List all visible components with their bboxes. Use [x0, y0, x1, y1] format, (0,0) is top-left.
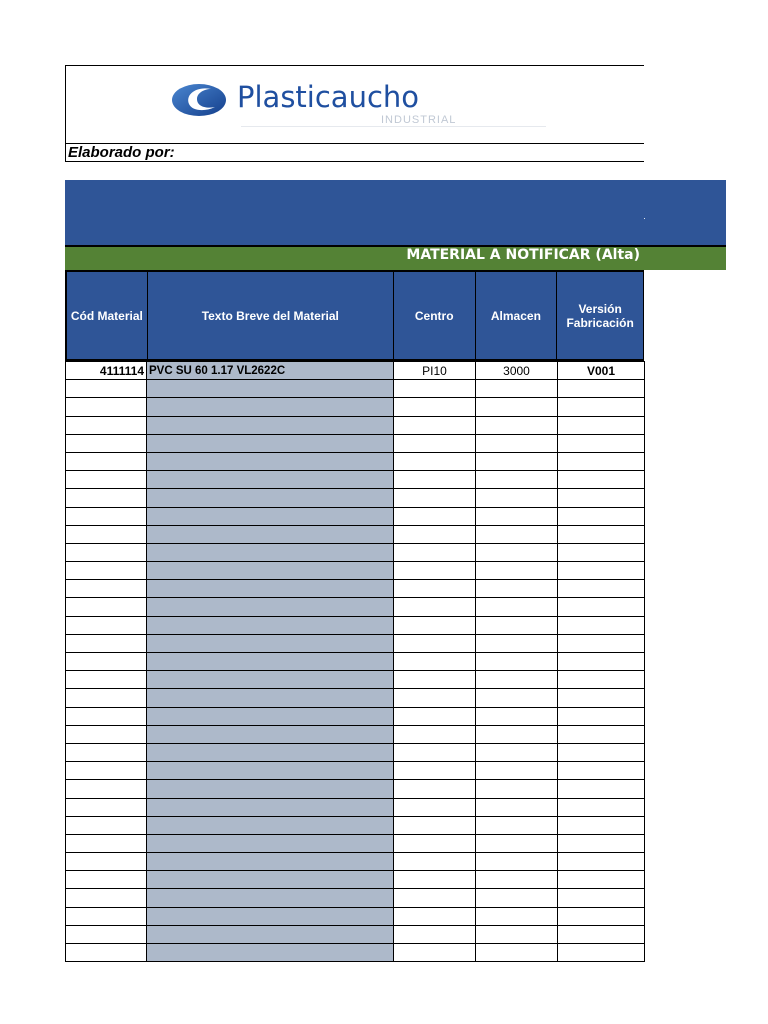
cell-almacen[interactable] — [476, 525, 558, 543]
cell-cod-material[interactable] — [66, 907, 147, 925]
table-row — [66, 853, 645, 871]
cell-almacen[interactable] — [476, 562, 558, 580]
cell-almacen[interactable] — [476, 489, 558, 507]
cell-almacen[interactable] — [476, 689, 558, 707]
table-row — [66, 725, 645, 743]
cell-cod-material[interactable] — [66, 834, 147, 852]
cell-centro[interactable] — [394, 725, 476, 743]
cell-version[interactable] — [558, 471, 645, 489]
cell-version[interactable] — [558, 853, 645, 871]
cell-centro[interactable] — [394, 907, 476, 925]
cell-texto-breve[interactable] — [147, 925, 394, 943]
cell-almacen[interactable] — [476, 725, 558, 743]
cell-texto-breve[interactable]: PVC SU 60 1.17 VL2622C — [147, 362, 394, 380]
cell-texto-breve[interactable] — [147, 434, 394, 452]
cell-version[interactable] — [558, 707, 645, 725]
cell-texto-breve[interactable] — [147, 507, 394, 525]
cell-texto-breve[interactable] — [147, 598, 394, 616]
cell-centro[interactable] — [394, 416, 476, 434]
cell-centro[interactable] — [394, 707, 476, 725]
table-row — [66, 689, 645, 707]
cell-centro[interactable] — [394, 634, 476, 652]
cell-version[interactable] — [558, 889, 645, 907]
cell-texto-breve[interactable] — [147, 798, 394, 816]
cell-version[interactable] — [558, 398, 645, 416]
table-row — [66, 653, 645, 671]
cell-version[interactable] — [558, 416, 645, 434]
cell-cod-material[interactable] — [66, 689, 147, 707]
table-row — [66, 743, 645, 761]
cell-almacen[interactable] — [476, 434, 558, 452]
table-row — [66, 416, 645, 434]
cell-version[interactable] — [558, 580, 645, 598]
table-row — [66, 398, 645, 416]
cell-cod-material[interactable] — [66, 743, 147, 761]
cell-texto-breve[interactable] — [147, 489, 394, 507]
cell-almacen[interactable] — [476, 707, 558, 725]
cell-almacen[interactable] — [476, 871, 558, 889]
cell-cod-material[interactable] — [66, 780, 147, 798]
cell-cod-material[interactable] — [66, 580, 147, 598]
cell-centro[interactable] — [394, 616, 476, 634]
cell-cod-material[interactable] — [66, 853, 147, 871]
column-header-centro: Centro — [394, 272, 476, 359]
cell-version[interactable] — [558, 653, 645, 671]
cell-centro[interactable] — [394, 653, 476, 671]
cell-version[interactable] — [558, 871, 645, 889]
cell-centro[interactable] — [394, 925, 476, 943]
cell-cod-material[interactable] — [66, 725, 147, 743]
cell-texto-breve[interactable] — [147, 853, 394, 871]
cell-texto-breve[interactable] — [147, 580, 394, 598]
cell-cod-material[interactable] — [66, 889, 147, 907]
cell-texto-breve[interactable] — [147, 907, 394, 925]
cell-centro[interactable] — [394, 762, 476, 780]
cell-version[interactable]: V001 — [558, 362, 645, 380]
cell-almacen[interactable] — [476, 907, 558, 925]
cell-texto-breve[interactable] — [147, 816, 394, 834]
cell-version[interactable] — [558, 671, 645, 689]
column-header-almacen: Almacen — [476, 272, 558, 359]
cell-texto-breve[interactable] — [147, 889, 394, 907]
cell-almacen[interactable] — [476, 743, 558, 761]
cell-almacen[interactable]: 3000 — [476, 362, 558, 380]
cell-texto-breve[interactable] — [147, 525, 394, 543]
column-header-cod-material: Cód Material — [67, 272, 148, 359]
cell-texto-breve[interactable] — [147, 543, 394, 561]
logo-underline — [241, 126, 546, 127]
cell-version[interactable] — [558, 743, 645, 761]
cell-centro[interactable] — [394, 452, 476, 470]
cell-version[interactable] — [558, 380, 645, 398]
cell-almacen[interactable] — [476, 944, 558, 962]
cell-cod-material[interactable] — [66, 489, 147, 507]
cell-centro[interactable] — [394, 834, 476, 852]
cell-version[interactable] — [558, 798, 645, 816]
table-row — [66, 889, 645, 907]
cell-texto-breve[interactable] — [147, 653, 394, 671]
cell-cod-material[interactable] — [66, 434, 147, 452]
cell-almacen[interactable] — [476, 780, 558, 798]
cell-version[interactable] — [558, 598, 645, 616]
elaborado-row — [65, 143, 644, 162]
column-header-texto-breve: Texto Breve del Material — [148, 272, 394, 359]
cell-texto-breve[interactable] — [147, 689, 394, 707]
cell-texto-breve[interactable] — [147, 471, 394, 489]
cell-centro[interactable] — [394, 525, 476, 543]
cell-almacen[interactable] — [476, 798, 558, 816]
cell-texto-breve[interactable] — [147, 671, 394, 689]
cell-almacen[interactable] — [476, 416, 558, 434]
cell-texto-breve[interactable] — [147, 707, 394, 725]
cell-centro[interactable] — [394, 743, 476, 761]
cell-texto-breve[interactable] — [147, 416, 394, 434]
table-row — [66, 489, 645, 507]
cell-centro[interactable] — [394, 380, 476, 398]
cell-version[interactable] — [558, 525, 645, 543]
company-logo — [171, 80, 551, 128]
table-row — [66, 362, 645, 380]
table-row — [66, 471, 645, 489]
cell-centro[interactable] — [394, 598, 476, 616]
cell-centro[interactable]: PI10 — [394, 362, 476, 380]
cell-version[interactable] — [558, 907, 645, 925]
table-row — [66, 944, 645, 962]
cell-cod-material[interactable] — [66, 871, 147, 889]
table-header-row — [65, 270, 644, 361]
cell-version[interactable] — [558, 489, 645, 507]
cell-texto-breve[interactable] — [147, 634, 394, 652]
cell-cod-material[interactable] — [66, 762, 147, 780]
cell-version[interactable] — [558, 834, 645, 852]
cell-centro[interactable] — [394, 816, 476, 834]
cell-cod-material[interactable] — [66, 380, 147, 398]
cell-version[interactable] — [558, 507, 645, 525]
table-row — [66, 762, 645, 780]
table-row — [66, 871, 645, 889]
cell-texto-breve[interactable] — [147, 944, 394, 962]
cell-cod-material[interactable] — [66, 507, 147, 525]
cell-version[interactable] — [558, 562, 645, 580]
cell-cod-material[interactable] — [66, 653, 147, 671]
cell-texto-breve[interactable] — [147, 616, 394, 634]
cell-almacen[interactable] — [476, 634, 558, 652]
elaborado-label: Elaborado por: — [68, 144, 175, 161]
cell-cod-material[interactable] — [66, 416, 147, 434]
cell-almacen[interactable] — [476, 616, 558, 634]
cell-centro[interactable] — [394, 780, 476, 798]
cell-version[interactable] — [558, 762, 645, 780]
cell-texto-breve[interactable] — [147, 780, 394, 798]
table-row — [66, 707, 645, 725]
cell-centro[interactable] — [394, 471, 476, 489]
table-row — [66, 452, 645, 470]
cell-version[interactable] — [558, 616, 645, 634]
cell-texto-breve[interactable] — [147, 380, 394, 398]
cell-centro[interactable] — [394, 580, 476, 598]
cell-texto-breve[interactable] — [147, 762, 394, 780]
table-row — [66, 798, 645, 816]
cell-texto-breve[interactable] — [147, 743, 394, 761]
cell-version[interactable] — [558, 816, 645, 834]
cell-version[interactable] — [558, 780, 645, 798]
logo-wordmark: Plasticaucho — [237, 80, 420, 114]
table-row — [66, 780, 645, 798]
cell-centro[interactable] — [394, 507, 476, 525]
cell-centro[interactable] — [394, 671, 476, 689]
cell-almacen[interactable] — [476, 816, 558, 834]
cell-centro[interactable] — [394, 689, 476, 707]
cell-cod-material[interactable] — [66, 798, 147, 816]
table-row — [66, 507, 645, 525]
table-row — [66, 434, 645, 452]
cell-almacen[interactable] — [476, 925, 558, 943]
table-row — [66, 580, 645, 598]
cell-cod-material[interactable] — [66, 471, 147, 489]
cell-cod-material[interactable] — [66, 671, 147, 689]
table-row — [66, 562, 645, 580]
cell-texto-breve[interactable] — [147, 398, 394, 416]
cell-almacen[interactable] — [476, 471, 558, 489]
cell-almacen[interactable] — [476, 507, 558, 525]
cell-centro[interactable] — [394, 434, 476, 452]
cell-version[interactable] — [558, 925, 645, 943]
cell-cod-material[interactable] — [66, 598, 147, 616]
cell-cod-material[interactable] — [66, 543, 147, 561]
cell-cod-material[interactable] — [66, 525, 147, 543]
cell-cod-material[interactable] — [66, 925, 147, 943]
cell-centro[interactable] — [394, 871, 476, 889]
table-row — [66, 925, 645, 943]
table-row — [66, 816, 645, 834]
cell-almacen[interactable] — [476, 398, 558, 416]
cell-cod-material[interactable] — [66, 562, 147, 580]
cell-texto-breve[interactable] — [147, 725, 394, 743]
header-logo-box — [65, 65, 644, 143]
cell-centro[interactable] — [394, 398, 476, 416]
column-header-version-fabricacion: Versión Fabricación — [557, 272, 643, 359]
table-row — [66, 543, 645, 561]
cell-cod-material[interactable] — [66, 944, 147, 962]
cell-texto-breve[interactable] — [147, 452, 394, 470]
cell-texto-breve[interactable] — [147, 562, 394, 580]
table-row — [66, 598, 645, 616]
cell-centro[interactable] — [394, 489, 476, 507]
cell-centro[interactable] — [394, 562, 476, 580]
cell-almacen[interactable] — [476, 580, 558, 598]
cell-version[interactable] — [558, 543, 645, 561]
header-blue-band — [65, 180, 726, 245]
cell-almacen[interactable] — [476, 889, 558, 907]
cell-centro[interactable] — [394, 889, 476, 907]
section-title: MATERIAL A NOTIFICAR (Alta) — [406, 247, 640, 263]
logo-subtitle: INDUSTRIAL — [381, 114, 457, 126]
cell-centro[interactable] — [394, 853, 476, 871]
cell-almacen[interactable] — [476, 762, 558, 780]
logo-swoosh-icon — [171, 82, 231, 118]
cell-almacen[interactable] — [476, 598, 558, 616]
cell-texto-breve[interactable] — [147, 871, 394, 889]
table-row — [66, 380, 645, 398]
cell-version[interactable] — [558, 634, 645, 652]
table-row — [66, 907, 645, 925]
cell-cod-material[interactable] — [66, 452, 147, 470]
cell-almacen[interactable] — [476, 671, 558, 689]
cell-cod-material[interactable] — [66, 816, 147, 834]
cell-cod-material[interactable] — [66, 707, 147, 725]
table-row — [66, 525, 645, 543]
cell-centro[interactable] — [394, 798, 476, 816]
cell-cod-material[interactable] — [66, 634, 147, 652]
cell-centro[interactable] — [394, 944, 476, 962]
section-title-band — [65, 245, 726, 270]
cell-almacen[interactable] — [476, 853, 558, 871]
cell-texto-breve[interactable] — [147, 834, 394, 852]
cell-cod-material[interactable] — [66, 616, 147, 634]
band-dot — [644, 218, 645, 219]
table-row — [66, 671, 645, 689]
cell-almacen[interactable] — [476, 653, 558, 671]
cell-almacen[interactable] — [476, 543, 558, 561]
material-table — [65, 361, 645, 962]
table-row — [66, 834, 645, 852]
cell-almacen[interactable] — [476, 452, 558, 470]
cell-version[interactable] — [558, 434, 645, 452]
cell-cod-material[interactable] — [66, 398, 147, 416]
table-row — [66, 634, 645, 652]
cell-version[interactable] — [558, 725, 645, 743]
cell-centro[interactable] — [394, 543, 476, 561]
cell-almacen[interactable] — [476, 380, 558, 398]
cell-cod-material[interactable]: 4111114 — [66, 362, 147, 380]
cell-almacen[interactable] — [476, 834, 558, 852]
table-row — [66, 616, 645, 634]
cell-version[interactable] — [558, 944, 645, 962]
cell-version[interactable] — [558, 689, 645, 707]
cell-version[interactable] — [558, 452, 645, 470]
